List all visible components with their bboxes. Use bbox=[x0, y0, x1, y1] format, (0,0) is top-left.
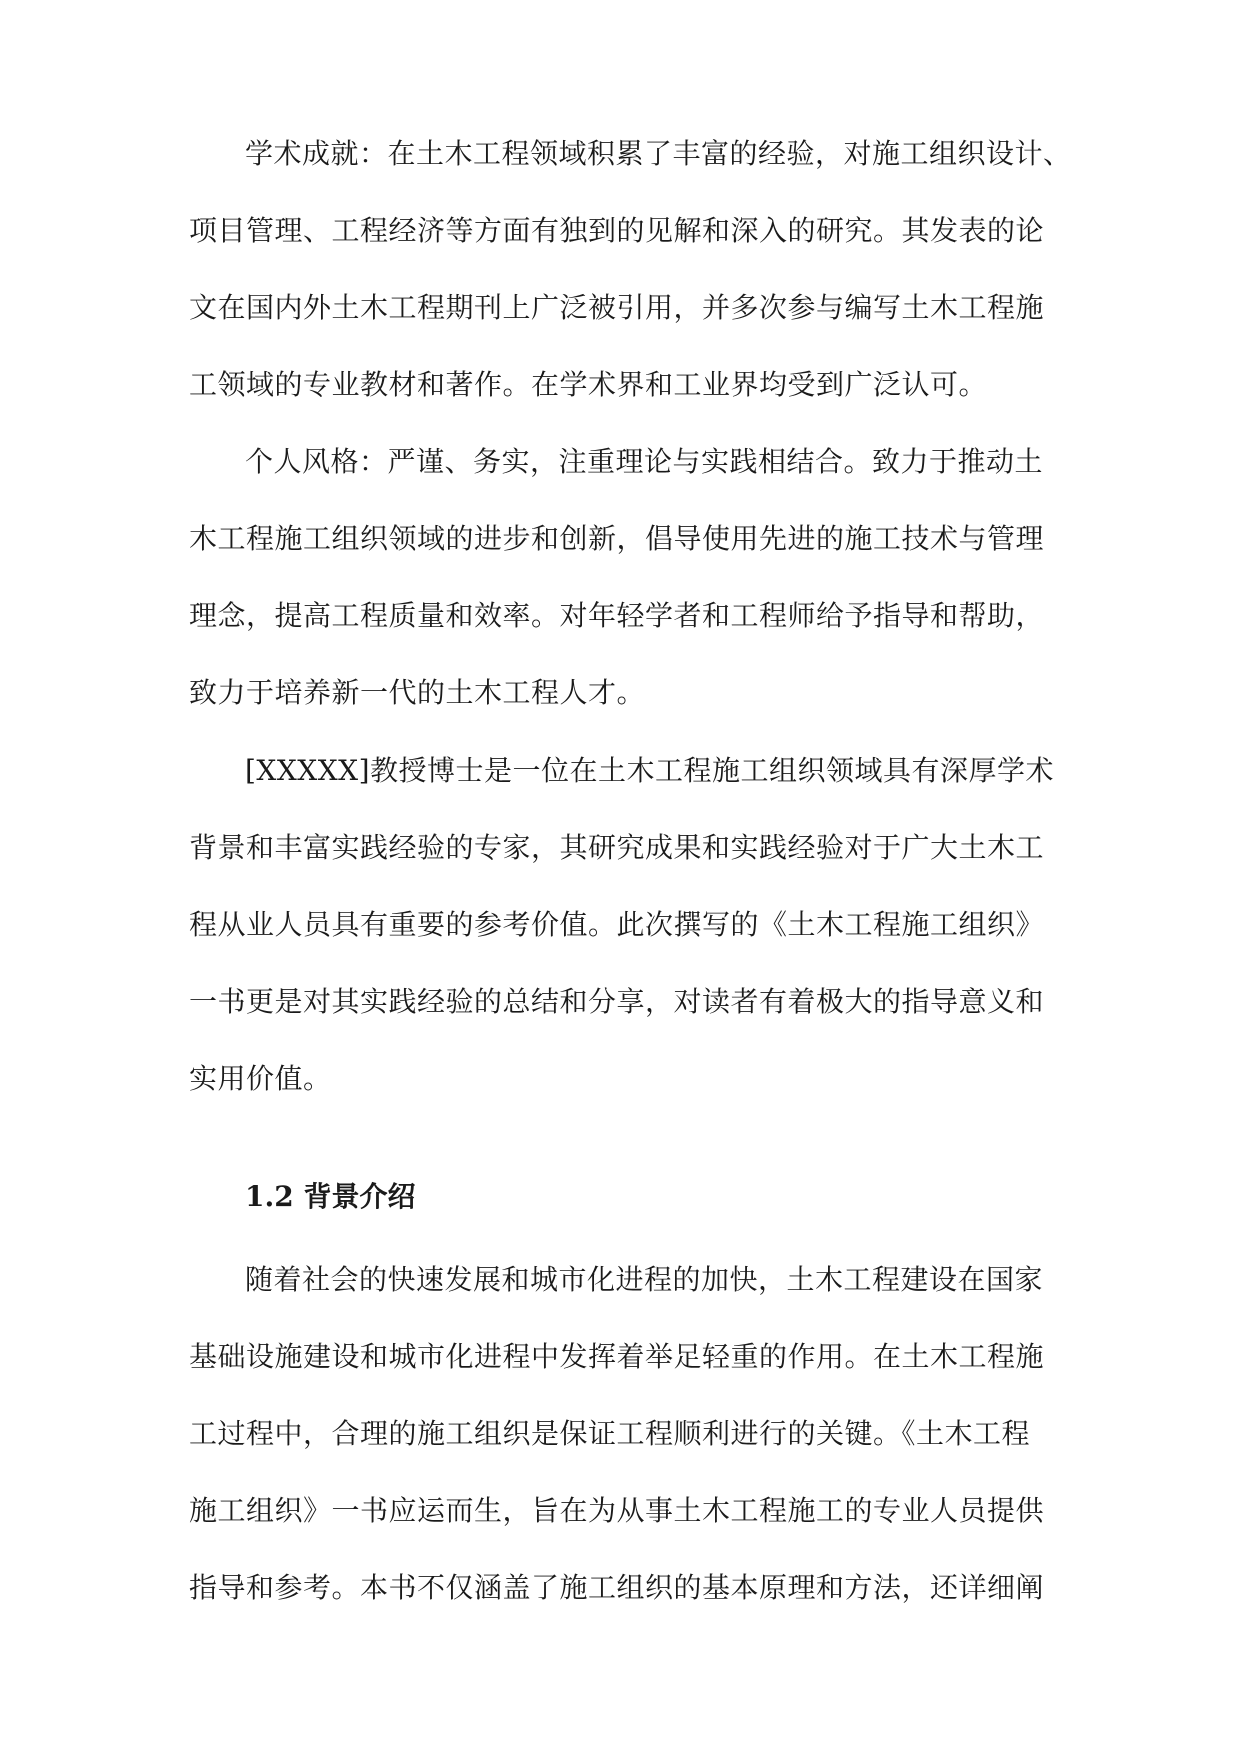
paragraph-background-line-4: 施工组织》一书应运而生，旨在为从事土木工程施工的专业人员提供 bbox=[189, 1494, 1045, 1527]
section-heading: 1.2 背景介绍 bbox=[245, 1180, 416, 1213]
paragraph-style-line-2: 木工程施工组织领域的进步和创新，倡导使用先进的施工技术与管理 bbox=[189, 522, 1045, 555]
paragraph-background-line-2: 基础设施建设和城市化进程中发挥着举足轻重的作用。在土木工程施 bbox=[189, 1340, 1045, 1373]
paragraph-academic-line-1: 学术成就：在土木工程领域积累了丰富的经验，对施工组织设计、 bbox=[245, 137, 1072, 170]
paragraph-academic-line-4: 工领域的专业教材和著作。在学术界和工业界均受到广泛认可。 bbox=[189, 368, 988, 401]
paragraph-style-line-1: 个人风格：严谨、务实，注重理论与实践相结合。致力于推动土 bbox=[245, 445, 1044, 478]
paragraph-background-line-1: 随着社会的快速发展和城市化进程的加快，土木工程建设在国家 bbox=[245, 1263, 1044, 1296]
paragraph-summary-line-3: 程从业人员具有重要的参考价值。此次撰写的《土木工程施工组织》 bbox=[189, 908, 1045, 941]
paragraph-summary-line-2: 背景和丰富实践经验的专家，其研究成果和实践经验对于广大土木工 bbox=[189, 831, 1045, 864]
paragraph-background-line-3: 工过程中，合理的施工组织是保证工程顺利进行的关键。《土木工程 bbox=[189, 1417, 1031, 1450]
paragraph-academic-line-2: 项目管理、工程经济等方面有独到的见解和深入的研究。其发表的论 bbox=[189, 214, 1045, 247]
paragraph-summary-line-4: 一书更是对其实践经验的总结和分享，对读者有着极大的指导意义和 bbox=[189, 985, 1045, 1018]
paragraph-background-line-5: 指导和参考。本书不仅涵盖了施工组织的基本原理和方法，还详细阐 bbox=[189, 1571, 1045, 1604]
paragraph-style-line-3: 理念，提高工程质量和效率。对年轻学者和工程师给予指导和帮助， bbox=[189, 599, 1045, 632]
paragraph-academic-line-3: 文在国内外土木工程期刊上广泛被引用，并多次参与编写土木工程施 bbox=[189, 291, 1045, 324]
paragraph-style-line-4: 致力于培养新一代的土木工程人才。 bbox=[189, 676, 646, 709]
paragraph-summary-line-5: 实用价值。 bbox=[189, 1062, 332, 1095]
paragraph-summary-line-1: [XXXXX]教授博士是一位在土木工程施工组织领域具有深厚学术 bbox=[245, 754, 1055, 787]
